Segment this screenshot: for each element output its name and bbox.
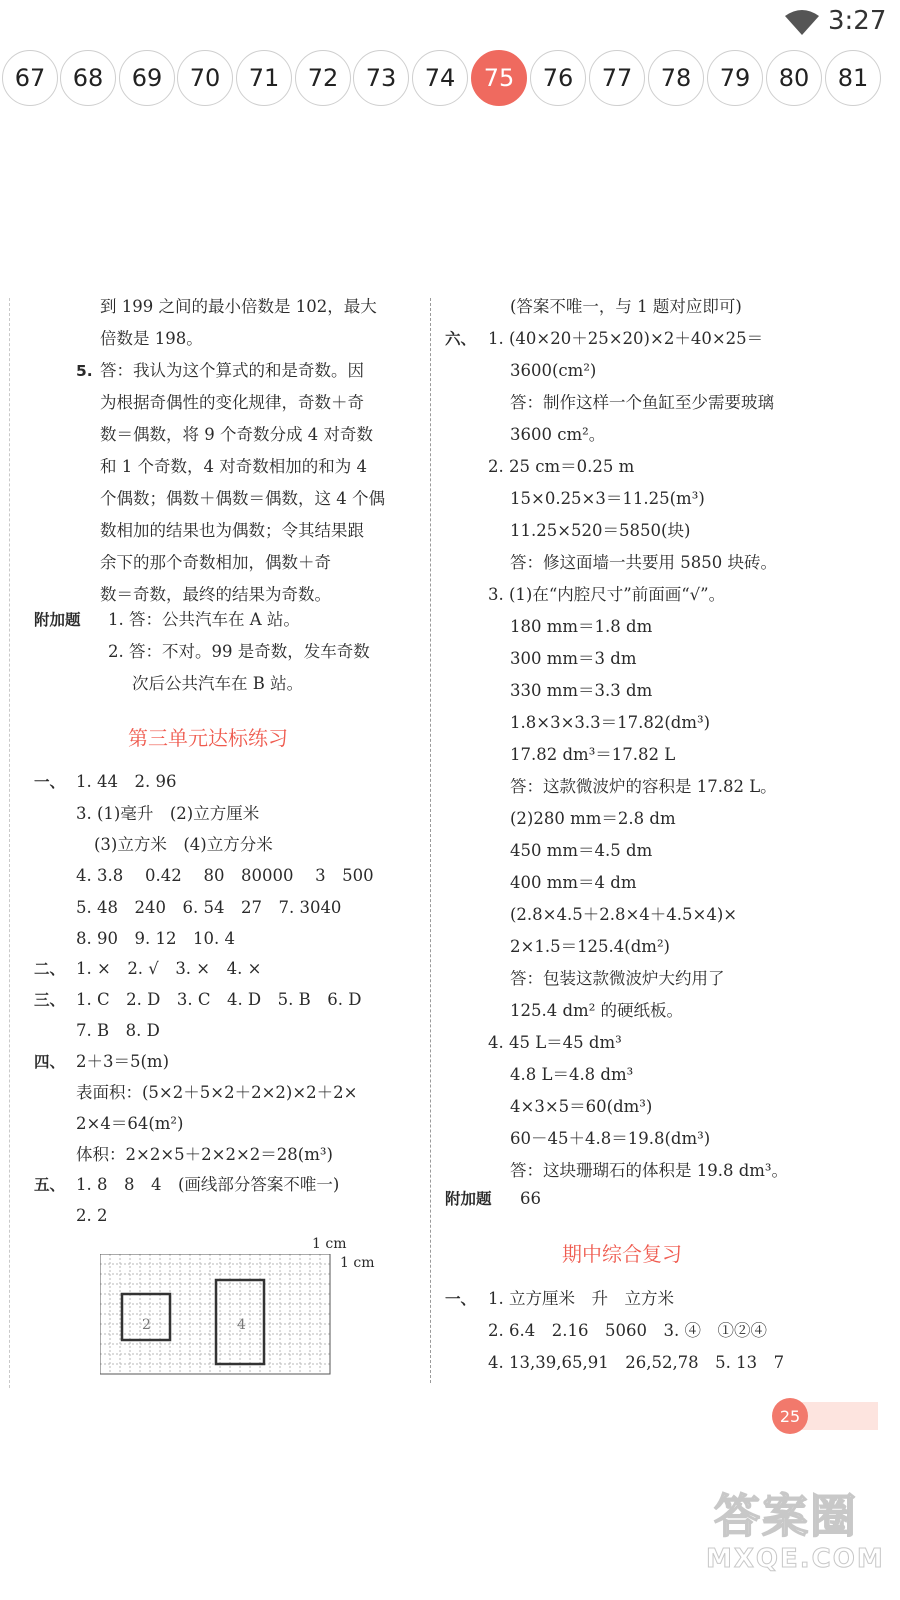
text-line: 15×0.25×3＝11.25(m³)	[510, 489, 705, 508]
text-line: 余下的那个奇数相加，偶数＋奇	[100, 553, 331, 572]
section-marker: 四、	[34, 1053, 66, 1071]
section-marker: 二、	[34, 960, 66, 978]
text-line: 个偶数；偶数＋偶数＝偶数，这 4 个偶	[100, 489, 385, 508]
page-button-72[interactable]: 72	[295, 50, 351, 106]
page-number-tab	[796, 1402, 878, 1430]
section-heading: 第三单元达标练习	[128, 726, 288, 750]
left-margin-line	[9, 298, 10, 1388]
text-line: 450 mm＝4.5 dm	[510, 841, 653, 860]
text-line: 答：这块珊瑚石的体积是 19.8 dm³。	[510, 1161, 789, 1180]
section-marker: 附加题	[445, 1190, 492, 1208]
text-line: 2. 2	[76, 1206, 108, 1225]
wifi-icon	[784, 10, 820, 36]
text-line: 17.82 dm³＝17.82 L	[510, 745, 676, 764]
text-line: 1. 44 2. 96	[76, 772, 177, 791]
text-line: 3. (1)在“内腔尺寸”前面画“√”。	[488, 585, 726, 604]
page-button-80[interactable]: 80	[766, 50, 822, 106]
text-line: 倍数是 198。	[100, 329, 203, 348]
text-line: 2×4＝64(m²)	[76, 1114, 184, 1133]
text-line: 2×1.5＝125.4(dm²)	[510, 937, 670, 956]
text-line: 5. 48 240 6. 54 27 7. 3040	[76, 898, 342, 917]
section-marker: 三、	[34, 991, 66, 1009]
section-marker: 六、	[445, 330, 477, 348]
text-line: 300 mm＝3 dm	[510, 649, 637, 668]
text-line: 4. 3.8 0.42 80 80000 3 500	[76, 866, 374, 885]
answer-page	[0, 290, 900, 1400]
status-time: 3:27	[828, 6, 887, 36]
text-line: 1. 答：公共汽车在 A 站。	[108, 610, 300, 629]
text-line: (答案不唯一，与 1 题对应即可)	[510, 297, 742, 316]
section-heading: 期中综合复习	[562, 1242, 682, 1266]
page-button-79[interactable]: 79	[707, 50, 763, 106]
text-line: 次后公共汽车在 B 站。	[132, 674, 304, 693]
text-line: 60－45＋4.8＝19.8(dm³)	[510, 1129, 711, 1148]
section-marker: 五、	[34, 1176, 66, 1194]
text-line: 数＝奇数，最终的结果为奇数。	[100, 585, 331, 604]
text-line: 180 mm＝1.8 dm	[510, 617, 653, 636]
text-line: 1. 8 8 4 (画线部分答案不唯一)	[76, 1175, 340, 1194]
column-divider	[430, 298, 431, 1383]
text-line: (2)280 mm＝2.8 dm	[510, 809, 676, 828]
text-line: 400 mm＝4 dm	[510, 873, 637, 892]
text-line: 答：包装这款微波炉大约用了	[510, 969, 725, 988]
shape-label: 4	[237, 1317, 246, 1333]
text-line: 8. 90 9. 12 10. 4	[76, 929, 235, 948]
text-line: 和 1 个奇数，4 对奇数相加的和为 4	[100, 457, 367, 476]
text-line: 1. C 2. D 3. C 4. D 5. B 6. D	[76, 990, 362, 1009]
text-line: 66	[520, 1189, 541, 1208]
page-button-71[interactable]: 71	[236, 50, 292, 106]
text-line: 体积：2×2×5＋2×2×2＝28(m³)	[76, 1145, 333, 1164]
page-selector	[0, 50, 900, 110]
text-line: (3)立方米 (4)立方分米	[94, 835, 273, 854]
page-button-70[interactable]: 70	[177, 50, 233, 106]
text-line: 330 mm＝3.3 dm	[510, 681, 653, 700]
page-button-81[interactable]: 81	[825, 50, 881, 106]
shape-label: 2	[142, 1317, 151, 1333]
page-number: 25	[772, 1398, 808, 1434]
page-button-68[interactable]: 68	[60, 50, 116, 106]
text-line: 2. 答：不对。99 是奇数，发车奇数	[108, 642, 370, 661]
text-line: 为根据奇偶性的变化规律，奇数＋奇	[100, 393, 364, 412]
text-line: 4. 45 L＝45 dm³	[488, 1033, 622, 1052]
grid-unit-label: 1 cm	[340, 1255, 375, 1271]
text-line: 1. 立方厘米 升 立方米	[488, 1289, 674, 1308]
watermark-text: 答案圈	[714, 1489, 858, 1543]
text-line: 2＋3＝5(m)	[76, 1052, 170, 1071]
text-line: 答：我认为这个算式的和是奇数。因	[100, 361, 364, 380]
question-number: 5.	[76, 362, 93, 380]
text-line: 1.8×3×3.3＝17.82(dm³)	[510, 713, 711, 732]
page-button-73[interactable]: 73	[353, 50, 409, 106]
text-line: 答：制作这样一个鱼缸至少需要玻璃	[510, 393, 774, 412]
text-line: 4×3×5＝60(dm³)	[510, 1097, 653, 1116]
text-line: 4.8 L＝4.8 dm³	[510, 1065, 634, 1084]
page-button-69[interactable]: 69	[119, 50, 175, 106]
text-line: 答：这款微波炉的容积是 17.82 L。	[510, 777, 777, 796]
page-button-76[interactable]: 76	[530, 50, 586, 106]
text-line: 1. (40×20＋25×20)×2＋40×25＝	[488, 329, 764, 348]
text-line: (2.8×4.5＋2.8×4＋4.5×4)×	[510, 905, 738, 924]
text-line: 数相加的结果也为偶数；令其结果跟	[100, 521, 364, 540]
section-marker: 一、	[34, 773, 66, 791]
text-line: 1. × 2. √ 3. × 4. ×	[76, 959, 262, 978]
text-line: 数＝偶数，将 9 个奇数分成 4 对奇数	[100, 425, 373, 444]
section-marker: 附加题	[34, 611, 81, 629]
page-button-78[interactable]: 78	[648, 50, 704, 106]
page-button-77[interactable]: 77	[589, 50, 645, 106]
text-line: 2. 6.4 2.16 5060 3. ④ ①②④	[488, 1321, 767, 1340]
text-line: 2. 25 cm＝0.25 m	[488, 457, 635, 476]
text-line: 3. (1)毫升 (2)立方厘米	[76, 804, 260, 823]
watermark-url: MXQE.COM	[706, 1544, 885, 1574]
page-number-badge	[772, 1398, 878, 1434]
watermark-logo	[706, 1480, 886, 1590]
text-line: 答：修这面墙一共要用 5850 块砖。	[510, 553, 777, 572]
page-button-75-active[interactable]: 75	[471, 50, 527, 106]
page-button-67[interactable]: 67	[2, 50, 58, 106]
text-line: 3600(cm²)	[510, 361, 597, 380]
status-bar	[0, 0, 900, 44]
text-line: 125.4 dm² 的硬纸板。	[510, 1001, 684, 1020]
grid-figure	[100, 1254, 360, 1384]
text-line: 到 199 之间的最小倍数是 102，最大	[100, 297, 377, 316]
section-marker: 一、	[445, 1290, 477, 1308]
text-line: 11.25×520＝5850(块)	[510, 521, 691, 540]
text-line: 表面积：(5×2＋5×2＋2×2)×2＋2×	[76, 1083, 358, 1102]
grid-unit-label: 1 cm	[312, 1236, 347, 1252]
page-button-74[interactable]: 74	[412, 50, 468, 106]
text-line: 3600 cm²。	[510, 425, 606, 444]
text-line: 4. 13,39,65,91 26,52,78 5. 13 7	[488, 1353, 785, 1372]
text-line: 7. B 8. D	[76, 1021, 160, 1040]
